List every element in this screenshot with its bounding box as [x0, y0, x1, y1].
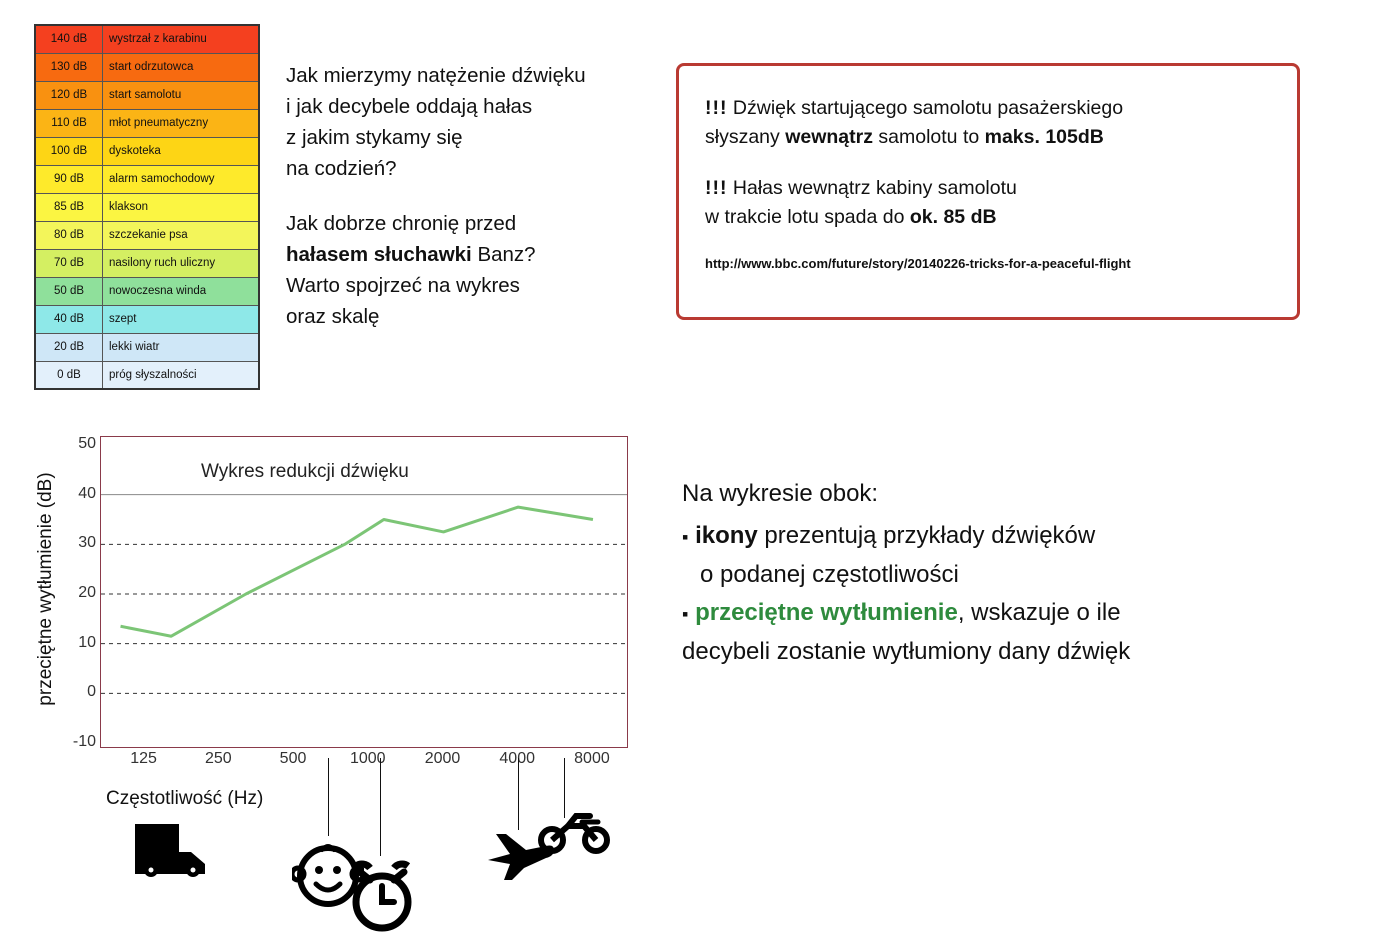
callout-source-link[interactable]: http://www.bbc.com/future/story/20140226-tricks-for-a-peaceful-flight: [705, 256, 1131, 271]
db-value-cell: 80 dB: [35, 221, 103, 249]
db-source-cell: wystrzał z karabinu: [103, 25, 260, 53]
db-source-cell: alarm samochodowy: [103, 165, 260, 193]
db-source-cell: nasilony ruch uliczny: [103, 249, 260, 277]
callout-line-2: [705, 123, 1271, 152]
callout-line-2-bold: wewnątrz: [785, 126, 873, 148]
db-value-cell: 100 dB: [35, 137, 103, 165]
chart-x-tick: 4000: [499, 750, 535, 767]
db-value-cell: 0 dB: [35, 361, 103, 389]
table-row: [35, 109, 259, 137]
chart-x-tick: 125: [130, 750, 157, 767]
truck-icon: [131, 818, 215, 878]
chart-x-tick: 8000: [574, 750, 610, 767]
db-source-cell: start odrzutowca: [103, 53, 260, 81]
chart-x-tick: 500: [279, 750, 307, 767]
db-value-cell: 40 dB: [35, 305, 103, 333]
callout-spacer: [705, 152, 1271, 174]
table-row: [35, 361, 259, 389]
right-text-bullet-1-line2: o podanej częstotliwości: [700, 561, 959, 588]
callout-line-1-text: Dźwięk startującego samolotu pasażerskiego: [732, 97, 1124, 119]
motorcycle-icon: [538, 808, 610, 854]
callout-line-4: [705, 203, 1271, 232]
db-value-cell: 50 dB: [35, 277, 103, 305]
chart-y-tick: 20: [78, 584, 96, 601]
intro-line-3: z jakim stykamy się: [286, 126, 463, 149]
banz-brand: Banz: [477, 243, 525, 266]
chart-x-tick: 250: [204, 750, 232, 767]
bullet-2-green: przeciętne wytłumienie: [695, 599, 958, 626]
callout-line-2-a: słyszany: [705, 126, 786, 148]
callout-line-2-value: maks. 105dB: [984, 126, 1104, 148]
chart-y-tick: 30: [78, 534, 96, 552]
chart-x-axis-title: Częstotliwość (Hz): [106, 788, 264, 809]
chart-y-tick: 50: [78, 435, 96, 452]
banz-question-block: [286, 208, 656, 332]
db-value-cell: 90 dB: [35, 165, 103, 193]
right-text-bullet-1: [682, 517, 1302, 556]
bullet-2-rest: , wskazuje o ile: [957, 599, 1121, 626]
right-text-bullet-2-line2: decybeli zostanie wytłumiony dany dźwięk: [682, 638, 1131, 665]
bullet-marker-1: ▪: [682, 527, 689, 547]
chart-y-tick: 10: [78, 633, 96, 651]
chart-title: Wykres redukcji dźwięku: [201, 461, 409, 482]
db-value-cell: 120 dB: [35, 81, 103, 109]
db-source-cell: start samolotu: [103, 81, 260, 109]
chart-x-tick: 1000: [349, 750, 386, 767]
callout-bang-1: !!!: [705, 97, 728, 119]
decibel-scale-table: [34, 24, 260, 390]
db-source-cell: nowoczesna winda: [103, 277, 260, 305]
db-source-cell: szczekanie psa: [103, 221, 260, 249]
callout-box: [676, 63, 1300, 320]
callout-bang-2: !!!: [705, 177, 728, 199]
db-source-cell: młot pneumatyczny: [103, 109, 260, 137]
right-text-bullet-2: [682, 594, 1302, 633]
leader-line-plane: [518, 758, 519, 830]
intro-line-2: i jak decybele oddają hałas: [286, 95, 533, 118]
banz-line-3: Warto spojrzeć na wykres: [286, 274, 520, 297]
chart-y-tick: 0: [87, 683, 96, 701]
chart-legend-description: [682, 475, 1302, 671]
db-value-cell: 140 dB: [35, 25, 103, 53]
db-source-cell: klakson: [103, 193, 260, 221]
sound-reduction-chart: [18, 428, 658, 828]
db-source-cell: szept: [103, 305, 260, 333]
chart-x-tick: 2000: [424, 750, 461, 767]
table-row: [35, 249, 259, 277]
db-value-cell: 85 dB: [35, 193, 103, 221]
db-value-cell: 70 dB: [35, 249, 103, 277]
intro-line-1: Jak mierzymy natężenie dźwięku: [286, 64, 586, 87]
banz-question-mark: ?: [524, 243, 536, 266]
table-row: [35, 25, 259, 53]
table-row: [35, 193, 259, 221]
bullet-1-rest: prezentują przykłady dźwięków: [757, 522, 1096, 549]
db-source-cell: próg słyszalności: [103, 361, 260, 389]
bullet-1-bold: ikony: [695, 522, 758, 549]
table-row: [35, 305, 259, 333]
table-row: [35, 333, 259, 361]
leader-line-baby: [328, 758, 329, 836]
table-row: [35, 53, 259, 81]
db-source-cell: lekki wiatr: [103, 333, 260, 361]
table-row: [35, 81, 259, 109]
db-value-cell: 130 dB: [35, 53, 103, 81]
callout-line-4-a: w trakcie lotu spada do: [705, 206, 910, 228]
banz-line-4: oraz skalę: [286, 305, 380, 328]
leader-line-clock: [380, 758, 381, 856]
callout-line-1: [705, 94, 1271, 123]
right-text-header: Na wykresie obok:: [682, 480, 879, 507]
banz-line-1: Jak dobrze chronię przed: [286, 212, 517, 235]
chart-y-tick: 40: [78, 484, 96, 502]
banz-line-2: [286, 239, 656, 270]
bullet-marker-2: ▪: [682, 604, 689, 624]
callout-line-3-text: Hałas wewnątrz kabiny samolotu: [732, 177, 1017, 199]
table-row: [35, 221, 259, 249]
intro-text-block: [286, 60, 656, 184]
alarm-clock-icon: [346, 860, 418, 934]
table-row: [35, 165, 259, 193]
callout-line-2-c: samolotu to: [872, 126, 985, 148]
chart-y-axis-title: przeciętne wytłumienie (dB): [35, 472, 56, 706]
callout-line-4-value: ok. 85 dB: [909, 206, 997, 228]
db-value-cell: 110 dB: [35, 109, 103, 137]
db-value-cell: 20 dB: [35, 333, 103, 361]
frequency-icons-group: [18, 428, 678, 928]
table-row: [35, 137, 259, 165]
callout-line-3: [705, 174, 1271, 203]
chart-y-tick: -10: [72, 733, 96, 750]
table-row: [35, 277, 259, 305]
intro-line-4: na codzień?: [286, 157, 397, 180]
banz-line-2-bold: hałasem słuchawki: [286, 243, 472, 266]
db-source-cell: dyskoteka: [103, 137, 260, 165]
